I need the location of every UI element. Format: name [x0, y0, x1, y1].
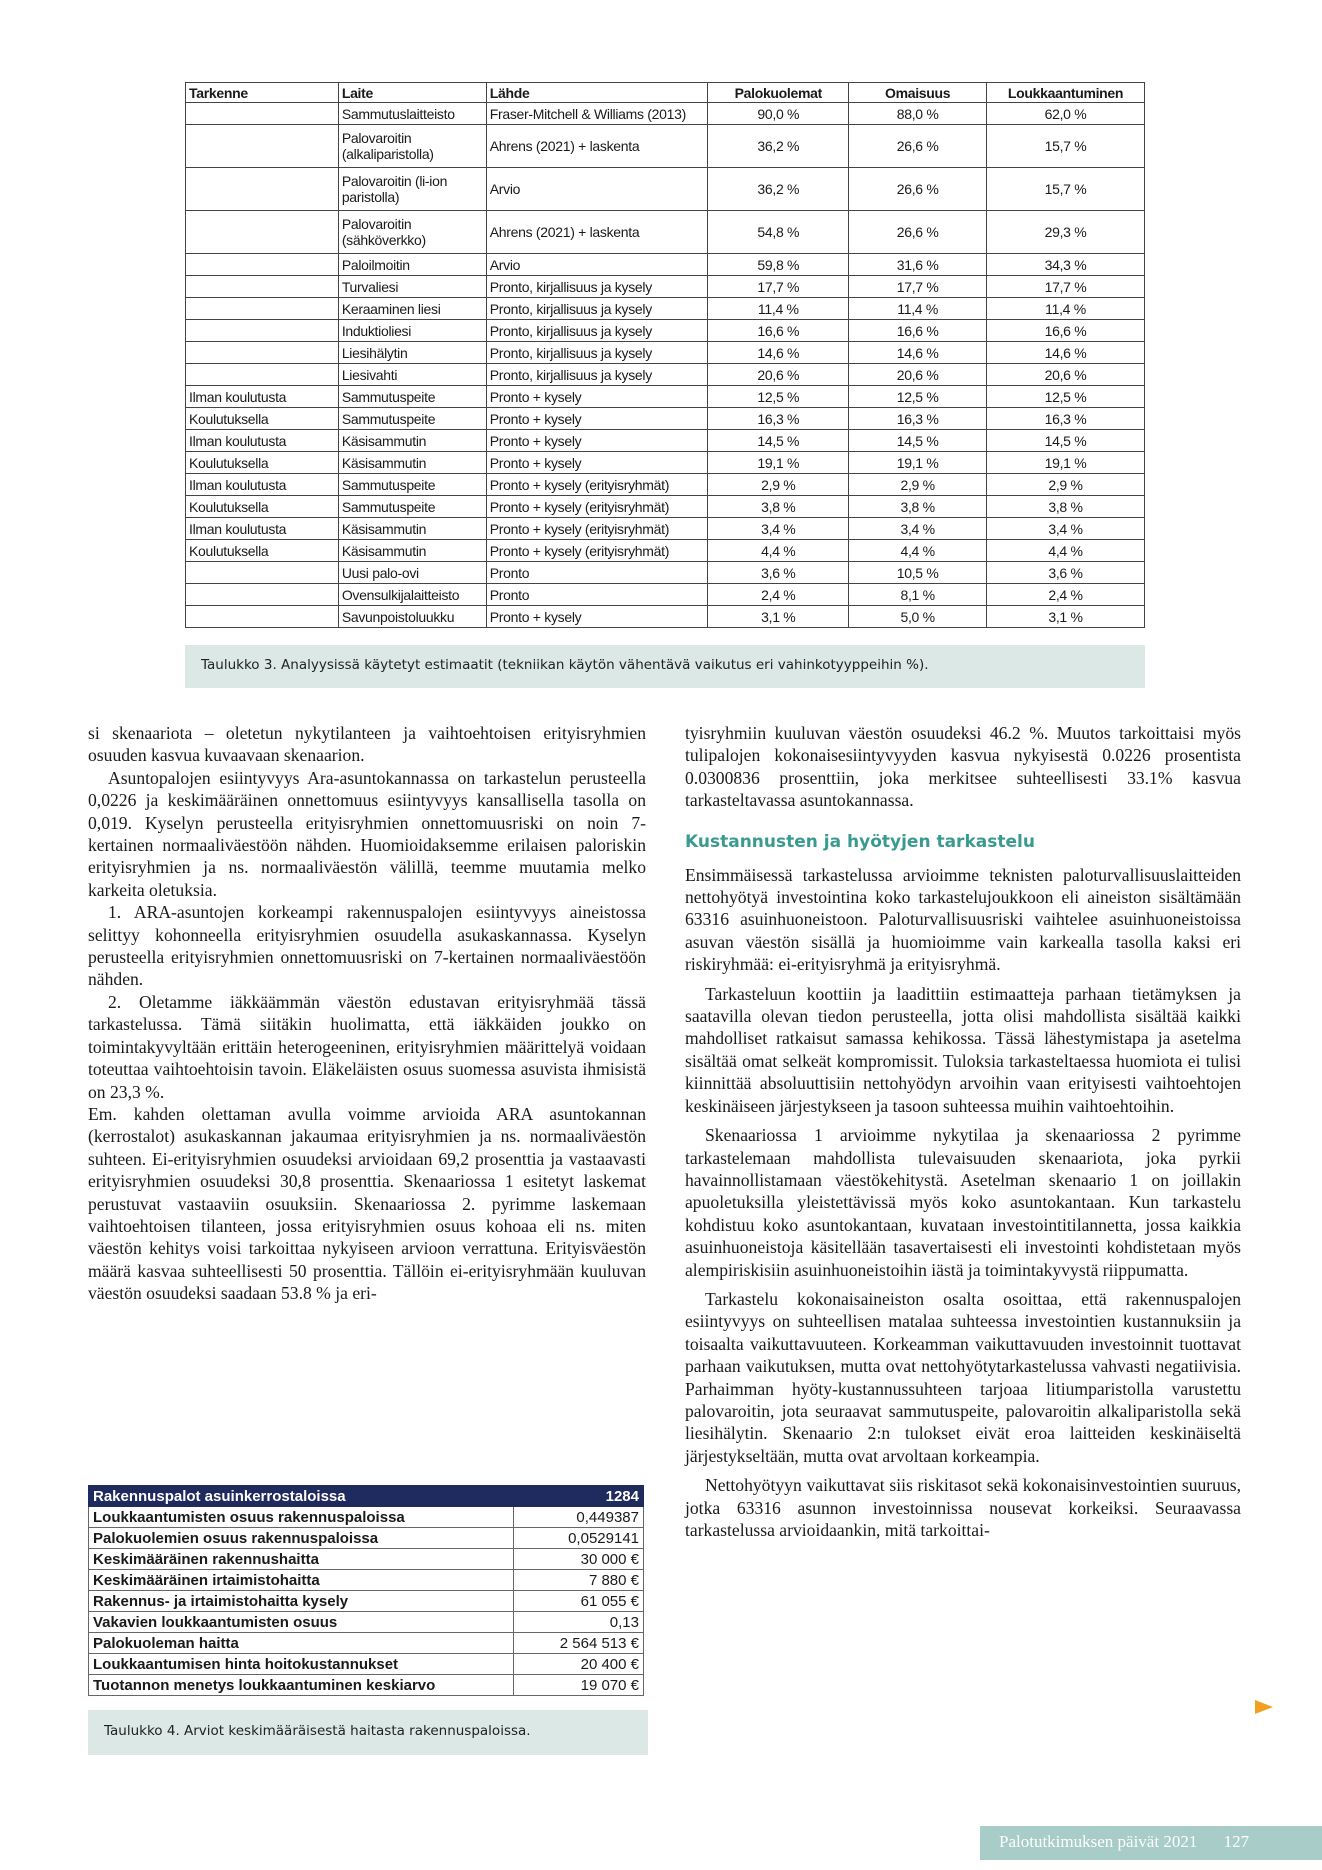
table-row	[89, 1549, 644, 1570]
table-row	[186, 452, 1145, 474]
table-cell	[186, 562, 339, 584]
table-cell: Ilman koulutusta	[186, 474, 339, 496]
table-cell: 4,4 %	[849, 540, 987, 562]
table-cell: 17,7 %	[849, 276, 987, 298]
table-row	[186, 211, 1145, 254]
table-cell: Paloilmoitin	[338, 254, 486, 276]
table-cell: Ilman koulutusta	[186, 430, 339, 452]
table-row	[89, 1528, 644, 1549]
row-value: 0,449387	[514, 1507, 644, 1528]
table-row	[186, 562, 1145, 584]
table-cell: Induktioliesi	[338, 320, 486, 342]
table-cell	[186, 298, 339, 320]
table-cell: 8,1 %	[849, 584, 987, 606]
table-cell: 2,9 %	[987, 474, 1145, 496]
table-cell	[186, 125, 339, 168]
table-cell: 4,4 %	[987, 540, 1145, 562]
row-label: Loukkaantumisten osuus rakennuspaloissa	[89, 1507, 514, 1528]
table-cell	[186, 606, 339, 628]
table-cell: Sammutuspeite	[338, 408, 486, 430]
table-cell: 14,5 %	[708, 430, 849, 452]
table-cell: 20,6 %	[987, 364, 1145, 386]
table-cell	[186, 364, 339, 386]
table-cell	[186, 584, 339, 606]
table-cell: 29,3 %	[987, 211, 1145, 254]
header-cell: Loukkaantuminen	[987, 83, 1145, 103]
row-label: Palokuoleman haitta	[89, 1633, 514, 1654]
table-cell: 11,4 %	[708, 298, 849, 320]
row-value: 61 055 €	[514, 1591, 644, 1612]
table-cell: Käsisammutin	[338, 540, 486, 562]
table-cell: 16,3 %	[708, 408, 849, 430]
table-cell: Pronto + kysely (erityisryhmät)	[486, 518, 708, 540]
row-value: 7 880 €	[514, 1570, 644, 1591]
table-cell: Sammutuspeite	[338, 474, 486, 496]
table-cell: 16,3 %	[987, 408, 1145, 430]
table-cell: Pronto + kysely (erityisryhmät)	[486, 474, 708, 496]
table-cell	[186, 103, 339, 125]
table-row	[186, 386, 1145, 408]
table-row	[186, 408, 1145, 430]
table4-header-label: Rakennuspalot asuinkerrostaloissa	[89, 1486, 514, 1507]
table-cell: Ovensulkijalaitteisto	[338, 584, 486, 606]
table-cell: 36,2 %	[708, 125, 849, 168]
table-cell: 10,5 %	[849, 562, 987, 584]
table-cell: 16,6 %	[987, 320, 1145, 342]
table-row	[186, 496, 1145, 518]
table-cell: 11,4 %	[987, 298, 1145, 320]
row-label: Palokuolemien osuus rakennuspaloissa	[89, 1528, 514, 1549]
table4-header-value: 1284	[514, 1486, 644, 1507]
table-cell: 90,0 %	[708, 103, 849, 125]
table-cell: 17,7 %	[987, 276, 1145, 298]
table-cell: 3,8 %	[849, 496, 987, 518]
table-cell: 3,8 %	[708, 496, 849, 518]
table-cell: Käsisammutin	[338, 452, 486, 474]
table-row	[186, 125, 1145, 168]
table-cell: Pronto + kysely	[486, 452, 708, 474]
table-row	[89, 1570, 644, 1591]
paragraph: 1. ARA-asuntojen korkeampi rakennuspalojen esiintyvyys aineistossa selittyy kohonneella erityisryhmien osuudella asukaskannassa. Kyselyn perusteella erityisryhmien onnettomuusriski on 7-kertainen normaaliväestöön nähden.	[88, 902, 646, 990]
table-cell	[186, 276, 339, 298]
row-label: Vakavien loukkaantumisten osuus	[89, 1612, 514, 1633]
table-row	[89, 1654, 644, 1675]
damage-estimates-table	[88, 1485, 644, 1696]
table-row	[186, 584, 1145, 606]
table-cell	[186, 211, 339, 254]
table-row	[186, 518, 1145, 540]
table-row	[186, 342, 1145, 364]
table-cell: 14,6 %	[987, 342, 1145, 364]
table-cell: 3,4 %	[849, 518, 987, 540]
table-cell: 3,8 %	[987, 496, 1145, 518]
continue-arrow-icon	[1255, 1700, 1273, 1714]
header-cell: Lähde	[486, 83, 708, 103]
table-cell: 16,6 %	[708, 320, 849, 342]
row-label: Rakennus- ja irtaimistohaitta kysely	[89, 1591, 514, 1612]
table-cell: 20,6 %	[849, 364, 987, 386]
table-cell: Ahrens (2021) + laskenta	[486, 211, 708, 254]
table-cell: Pronto + kysely	[486, 606, 708, 628]
row-value: 30 000 €	[514, 1549, 644, 1570]
table-cell: 54,8 %	[708, 211, 849, 254]
table-cell	[186, 168, 339, 211]
row-label: Keskimääräinen rakennushaitta	[89, 1549, 514, 1570]
table-cell: Pronto, kirjallisuus ja kysely	[486, 342, 708, 364]
table-cell: 3,4 %	[708, 518, 849, 540]
table-cell: 16,6 %	[849, 320, 987, 342]
table-cell: Arvio	[486, 254, 708, 276]
table-cell: Keraaminen liesi	[338, 298, 486, 320]
table-row	[89, 1507, 644, 1528]
paragraph: Asuntopalojen esiintyvyys Ara-asuntokannassa on tarkastelun perusteella 0,0226 ja keskimääräinen onnettomuus esiintyvyys kansallisella tasolla on 0,019. Kyselyn perusteella erityisryhmien onnettomuusriski on noin 7-kertainen normaaliväestöön nähden. Huomioidaksemme erilaisen paloriskin erityisryhmien ja ns. normaaliväestön välillä, teemme muutamia melko karkeita oletuksia.	[88, 767, 646, 900]
left-column	[88, 722, 646, 1305]
table-cell: 26,6 %	[849, 211, 987, 254]
header-cell: Palokuolemat	[708, 83, 849, 103]
footer-title: Palotutkimuksen päivät 2021	[999, 1832, 1198, 1851]
table-row	[89, 1591, 644, 1612]
table-row	[186, 606, 1145, 628]
table-cell: Koulutuksella	[186, 408, 339, 430]
table-cell: 2,4 %	[708, 584, 849, 606]
page-footer	[980, 1826, 1322, 1860]
table-row	[186, 430, 1145, 452]
table-cell: Fraser-Mitchell & Williams (2013)	[486, 103, 708, 125]
table-cell: 12,5 %	[849, 386, 987, 408]
table-row	[186, 320, 1145, 342]
table-cell: Sammutuslaitteisto	[338, 103, 486, 125]
estimates-table	[185, 82, 1145, 628]
table-cell: 26,6 %	[849, 168, 987, 211]
table-cell: 12,5 %	[987, 386, 1145, 408]
table-cell: Liesivahti	[338, 364, 486, 386]
row-value: 2 564 513 €	[514, 1633, 644, 1654]
table-cell: 14,6 %	[708, 342, 849, 364]
table-cell: Pronto + kysely (erityisryhmät)	[486, 496, 708, 518]
row-value: 0,0529141	[514, 1528, 644, 1549]
table-cell: 3,6 %	[708, 562, 849, 584]
table-cell: 19,1 %	[708, 452, 849, 474]
table-cell: Uusi palo-ovi	[338, 562, 486, 584]
table-row	[186, 298, 1145, 320]
table-cell: Palovaroitin (li-ion paristolla)	[338, 168, 486, 211]
table-row	[186, 474, 1145, 496]
table-cell: Sammutuspeite	[338, 496, 486, 518]
table-cell: Palovaroitin (sähköverkko)	[338, 211, 486, 254]
table-cell: 12,5 %	[708, 386, 849, 408]
table-cell: 4,4 %	[708, 540, 849, 562]
table-cell: 3,1 %	[708, 606, 849, 628]
table-cell	[186, 320, 339, 342]
table-cell: 2,9 %	[849, 474, 987, 496]
table-cell: Pronto, kirjallisuus ja kysely	[486, 276, 708, 298]
table-cell: 36,2 %	[708, 168, 849, 211]
table-cell: 59,8 %	[708, 254, 849, 276]
table-row	[186, 168, 1145, 211]
table-cell: 2,4 %	[987, 584, 1145, 606]
table-cell: 15,7 %	[987, 125, 1145, 168]
table-cell: 5,0 %	[849, 606, 987, 628]
table-cell: 88,0 %	[849, 103, 987, 125]
table-cell: 19,1 %	[849, 452, 987, 474]
table-cell: Pronto, kirjallisuus ja kysely	[486, 298, 708, 320]
table-row	[186, 364, 1145, 386]
table-cell: Turvaliesi	[338, 276, 486, 298]
table-cell: 11,4 %	[849, 298, 987, 320]
row-label: Loukkaantumisen hinta hoitokustannukset	[89, 1654, 514, 1675]
table-cell: Koulutuksella	[186, 452, 339, 474]
table-cell: Pronto + kysely	[486, 386, 708, 408]
table-row	[186, 103, 1145, 125]
table-cell: 15,7 %	[987, 168, 1145, 211]
right-column	[685, 722, 1241, 1541]
table-cell: 3,4 %	[987, 518, 1145, 540]
table-row	[89, 1612, 644, 1633]
table-cell: 17,7 %	[708, 276, 849, 298]
table-cell: 19,1 %	[987, 452, 1145, 474]
paragraph: tyisryhmiin kuuluvan väestön osuudeksi 46.2 %. Muutos tarkoittaisi myös tulipalojen kokonaisesiintyvyyden kasvua nykyisestä 0.0226 prosentista 0.0300836 prosenttiin, joka merkitsee suhteellisesti 33.1% kasvua tarkasteltavassa asuntokannassa.	[685, 723, 1241, 811]
table-cell: Ilman koulutusta	[186, 386, 339, 408]
table-cell: Pronto + kysely (erityisryhmät)	[486, 540, 708, 562]
page-number: 127	[1223, 1832, 1250, 1851]
table-cell: 26,6 %	[849, 125, 987, 168]
table-cell: Pronto, kirjallisuus ja kysely	[486, 320, 708, 342]
table-cell: Pronto + kysely	[486, 408, 708, 430]
table-cell: Savunpoistoluukku	[338, 606, 486, 628]
table-cell: 31,6 %	[849, 254, 987, 276]
table-cell: 34,3 %	[987, 254, 1145, 276]
table-cell: 16,3 %	[849, 408, 987, 430]
paragraph: Nettohyötyyn vaikuttavat siis riskitasot sekä kokonaisinvestointien suuruus, jotka 63316 asunnon investoinnissa nousevat korkeiksi. Seuraavassa tarkastelussa arvioidaankin, mitä tarkoittai-	[685, 1475, 1241, 1540]
table-row	[89, 1633, 644, 1654]
section-heading: Kustannusten ja hyötyjen tarkastelu	[685, 831, 1035, 852]
table-cell: Koulutuksella	[186, 540, 339, 562]
table-cell: Pronto	[486, 584, 708, 606]
estimates-table-header	[186, 83, 1145, 103]
table-cell: Pronto + kysely	[486, 430, 708, 452]
table-cell: Koulutuksella	[186, 496, 339, 518]
table-cell: 20,6 %	[708, 364, 849, 386]
table3-caption: Taulukko 3. Analyysissä käytetyt estimaatit (tekniikan käytön vähentävä vaikutus eri vahinkotyyppeihin %).	[185, 645, 1145, 688]
table-row	[89, 1675, 644, 1696]
table4-caption: Taulukko 4. Arviot keskimääräisestä haitasta rakennuspaloissa.	[88, 1710, 648, 1755]
table-row	[186, 254, 1145, 276]
table-cell: Käsisammutin	[338, 518, 486, 540]
row-label: Tuotannon menetys loukkaantuminen keskiarvo	[89, 1675, 514, 1696]
row-label: Keskimääräinen irtaimistohaitta	[89, 1570, 514, 1591]
table-cell: Ilman koulutusta	[186, 518, 339, 540]
paragraph: Skenaariossa 1 arvioimme nykytilaa ja skenaariossa 2 pyrimme tarkastelemaan mahdollista tulevaisuuden skenaariota, joka pyrkii havainnollistamaan väestökehitystä. Asetelman skenaario 1 on joillakin apuoletuksilla yleistettävissä myös koko asuntokantaan. Kun tarkastelu kohdistuu koko asuntokantaan, kuvataan investointitilannetta, jossa kaikkia asuinhuoneistoja käsitellään tasavertaisesti eli investointi kohdistetaan myös alempiriskisiin asuinhuoneistoihin iästä ja toimintakyvystä riippumatta.	[685, 1125, 1241, 1280]
paragraph: Tarkastelu kokonaisaineiston osalta osoittaa, että rakennuspalojen esiintyvyys on suhteellisen matalaa suhteessa investointien kustannuksiin ja toisaalta vaikuttavuuteen. Korkeamman vaikuttavuuden investoinnit tuottavat parhaan vaikutuksen, mutta ovat nettohyötytarkastelussa vahvasti negatiivisia. Parhaimman hyöty-kustannussuhteen tarjoaa litiumparistolla varustettu palovaroitin, jota seuraavat sammutuspeite, palovaroitin alkaliparistolla sekä liesihälytin. Skenaario 2:n tulokset eivät eroa laitteiden keskinäiseltä järjestykseltään, mutta ovat arvoltaan korkeampia.	[685, 1288, 1241, 1466]
table-row	[186, 276, 1145, 298]
table-cell: 3,6 %	[987, 562, 1145, 584]
header-cell: Laite	[338, 83, 486, 103]
table4-header-row	[89, 1486, 644, 1507]
table-cell: 2,9 %	[708, 474, 849, 496]
table-cell: 14,5 %	[849, 430, 987, 452]
row-value: 20 400 €	[514, 1654, 644, 1675]
header-cell: Tarkenne	[186, 83, 339, 103]
paragraph: Tarkasteluun koottiin ja laadittiin estimaatteja parhaan tietämyksen ja saatavilla olevan tiedon perusteella, jotta olisi mahdollista sisältää kaikki mahdolliset ratkaisut samassa kehikossa. Tässä lähestymistapa ja asetelma sisältää omat selkeät kompromissit. Tuloksia tarkasteltaessa huomiota ei tulisi kiinnittää absoluuttisiin nettohyödyn arvoihin vaan erityisesti vaihtoehtojen keskinäiseen järjestykseen ja tasoon suhteessa muihin vaihtoehtoihin.	[685, 983, 1241, 1116]
header-cell: Omaisuus	[849, 83, 987, 103]
row-value: 0,13	[514, 1612, 644, 1633]
table-cell: 3,1 %	[987, 606, 1145, 628]
table-cell: Arvio	[486, 168, 708, 211]
table-cell: Pronto, kirjallisuus ja kysely	[486, 364, 708, 386]
table-cell: Liesihälytin	[338, 342, 486, 364]
table-row	[186, 540, 1145, 562]
table-cell: Palovaroitin (alkaliparistolla)	[338, 125, 486, 168]
row-value: 19 070 €	[514, 1675, 644, 1696]
table-cell: Käsisammutin	[338, 430, 486, 452]
table-cell: 14,6 %	[849, 342, 987, 364]
paragraph: 2. Oletamme iäkkäämmän väestön edustavan erityisryhmää tässä tarkastelussa. Tämä siitäkin huolimatta, että iäkkäiden joukko on toimintakyvyltään erittäin heterogeeninen, erityisryhmien määrittelyä voidaan toteuttaa vaihtoehtoisin tavoin. Eläkeläisten osuus suomessa asuvista ihmisistä on 23,3 %.	[88, 991, 646, 1102]
table-cell	[186, 342, 339, 364]
paragraph: Ensimmäisessä tarkastelussa arvioimme teknisten paloturvallisuuslaitteiden nettohyötyä investointina koko tarkastelujoukkoon eli aineiston sisältämään 63316 asuinhuoneistoon. Paloturvallisuusriski vaihtelee asuinhuoneistoissa asuvan väestön sisällä ja huomioimme vain karkealla tasolla kaksi eri riskiryhmää: ei-erityisryhmä ja erityisryhmä.	[685, 864, 1241, 975]
table-cell: 14,5 %	[987, 430, 1145, 452]
table-cell: Ahrens (2021) + laskenta	[486, 125, 708, 168]
table-cell: Sammutuspeite	[338, 386, 486, 408]
table-cell: 62,0 %	[987, 103, 1145, 125]
paragraph: Em. kahden olettaman avulla voimme arvioida ARA asuntokannan (kerrostalot) asukaskannan jakaumaa erityisryhmien ja ns. normaaliväestön suhteen. Ei-erityisryhmien osuudeksi arvioidaan 69,2 prosenttia ja vastaavasti erityisryhmien osuudeksi 30,8 prosenttia. Skenaariossa 1 esitetyt laskemat perustuvat vastaaviin osuuksiin. Skenaariossa 2. pyrimme laskemaan vaihtoehtoisen tilanteen, jossa erityisryhmien osuus kohoaa eli ns. miten väestön kehitys voisi tarkoittaa nykyiseen arvioon verrattuna. Erityisväestön määrä kasvaa suhteellisesti 50 prosenttia. Tällöin ei-erityisryhmään kuuluvan väestön osuudeksi saadaan 53.8 % ja eri-	[88, 1103, 646, 1304]
table-cell: Pronto	[486, 562, 708, 584]
paragraph: si skenaariota – oletetun nykytilanteen ja vaihtoehtoisen erityisryhmien osuuden kasvua kuvaavaan skenaarion.	[88, 723, 646, 766]
table-cell	[186, 254, 339, 276]
